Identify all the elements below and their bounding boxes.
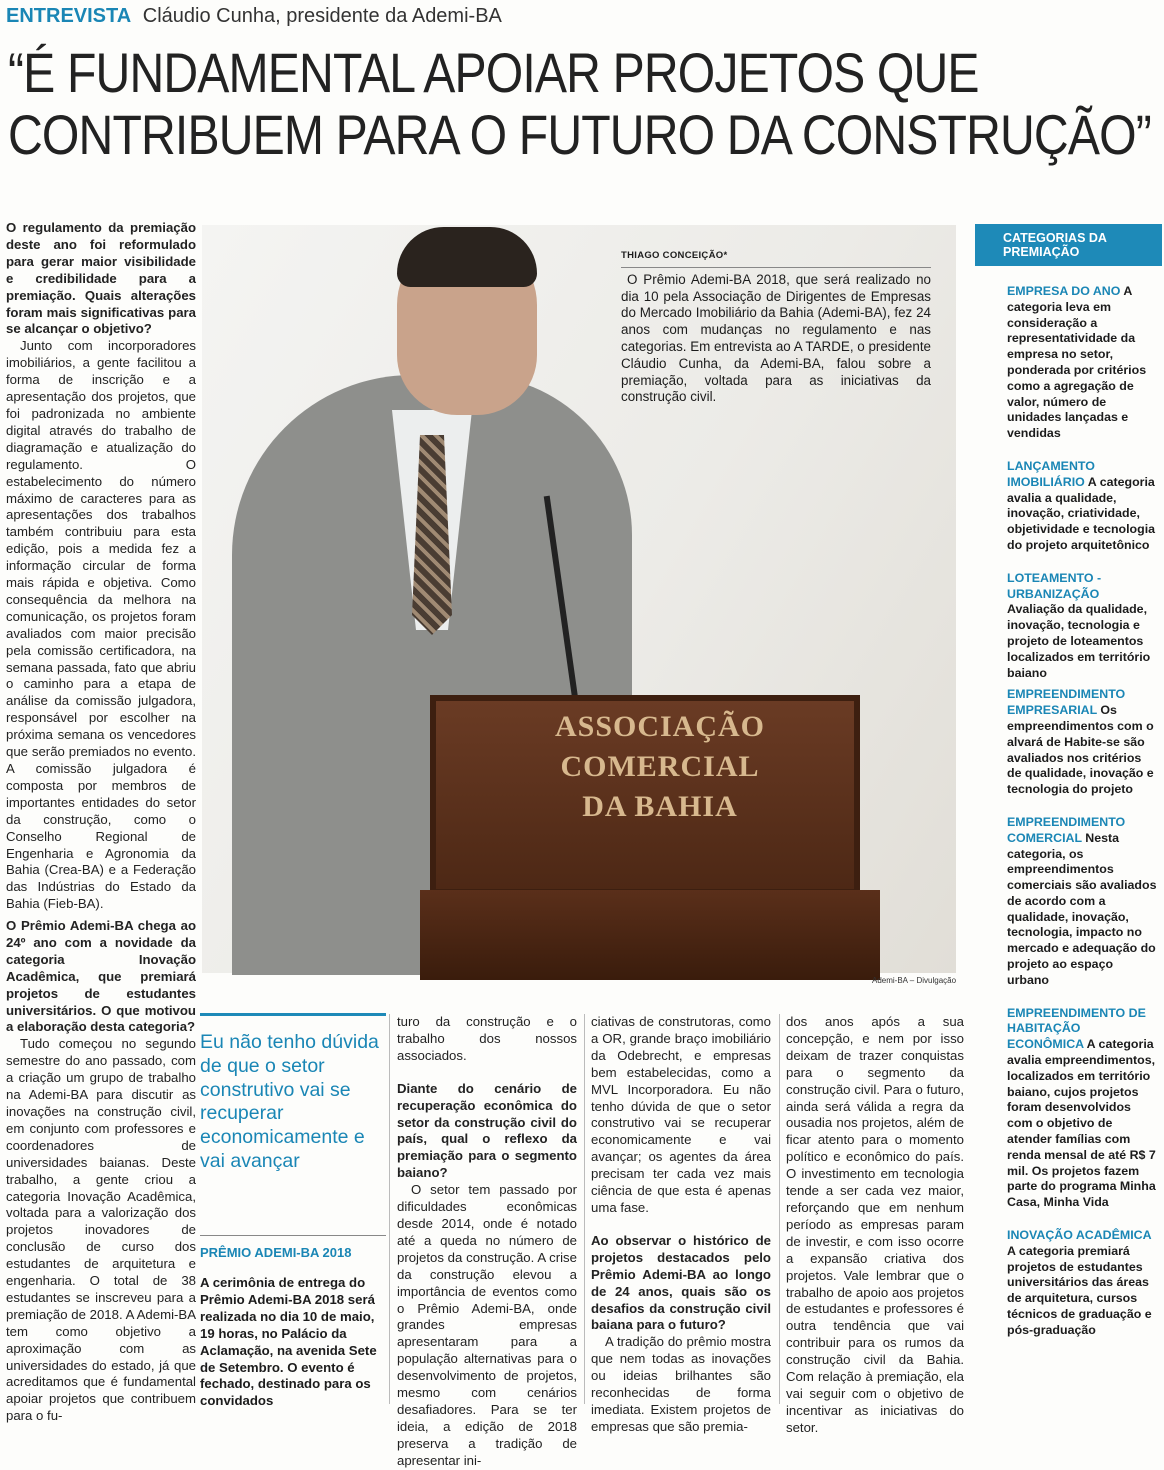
column-4 xyxy=(591,1014,771,1436)
question-1: O regulamento da premiação deste ano foi reformulado para gerar maior visibilidade e credibilidade para a premiação. Quais alterações foram mais significativas para se alcançar o objetivo? xyxy=(6,220,196,337)
answer-3: O setor tem passado por dificuldades econômicas desde 2014, onde é notado até a queda no número de projetos da construção. A crise da construção elevou a importância de eventos como o Prêmio Ademi-BA, onde grandes empresas apresentaram para a população alternativas para o desenvolvimento de projetos, mesmo com cenários desafiadores. Para se ter ideia, a edição de 2018 preserva a tradição de apresentar ini- xyxy=(397,1182,577,1468)
lectern-sign xyxy=(490,707,830,827)
question-2: O Prêmio Ademi-BA chega ao 24º ano com a novidade da categoria Inovação Acadêmica, que premiará projetos de estudantes universitários. O que motivou a elaboração desta categoria? xyxy=(6,918,196,1035)
category-item xyxy=(975,815,1162,989)
headline-line-1: “É FUNDAMENTAL APOIAR PROJETOS QUE xyxy=(8,41,979,104)
category-desc: A categoria avalia empreendimentos, localizados em território baiano, cujos projetos foram desenvolvidos com o objetivo de atender famílias com renda mensal de até R$ 7 mil. Os projetos fazem parte do programa Minha Casa, Minha Vida xyxy=(1007,1037,1156,1210)
question-3: Diante do cenário de recuperação econômica do setor da construção civil do país, qual o reflexo da premiação para o segmento baiano? xyxy=(397,1080,577,1181)
category-desc: A categoria premiará projetos de estudantes universitários das áreas de arquitetura, cursos técnicos de graduação e pós-graduação xyxy=(1007,1243,1152,1337)
photo-hair xyxy=(397,227,537,287)
category-desc: A categoria avalia a qualidade, inovação, criatividade, objetividade e tecnologia do projeto arquitetônico xyxy=(1007,474,1156,552)
answer-2: Tudo começou no segundo semestre do ano passado, com a criação um grupo de trabalho na Ademi-BA para discutir as inovações na construção civil, em conjunto com professores e coordenadores de universidades baianas. Deste trabalho, a gente criou a categoria Inovação Acadêmica, voltada para a valorização dos projetos inovadores de conclusão de curso dos estudantes de arquitetura e engenharia. O total de 38 estudantes se inscreveu para a premiação de 2018. A Ademi-BA tem como objetivo a aproximação com as universidades do estado, já que acreditamos que é fundamental apoiar projetos que contribuem para o fu- xyxy=(6,1036,196,1424)
lectern-base xyxy=(420,890,880,980)
category-item xyxy=(975,687,1162,798)
category-name: INOVAÇÃO ACADÊMICA xyxy=(1007,1228,1152,1243)
answer-1: Junto com incorporadores imobiliários, a gente facilitou a forma de inscrição e a apresentação dos projetos, que foi padronizada no ambiente digital através do trabalho de diagramação e atualização do regulamento. O estabelecimento do número máximo de caracteres para as apresentações dos trabalhos também contribuiu para esta edição, pois a medida fez a informação circular de forma mais rápida e objetiva. Como consequência da melhora na comunicação, os projetos foram avaliados com maior precisão pela comissão certificadora, na semana passada, fato que abriu o caminho para a etapa de análise da comissão julgadora, responsável por escolher na próxima semana os vencedores que serão premiados no evento. A comissão julgadora é composta por membros de importantes entidades do setor da construção, como o Conselho Regional de Engenharia e Agronomia da Bahia (Crea-BA) e a Federação das Indústrias do Estado da Bahia (Fieb-BA). xyxy=(6,338,196,912)
column-divider xyxy=(584,1014,585,1404)
byline: THIAGO CONCEIÇÃO* xyxy=(621,248,931,268)
answer-2-continued: turo da construção e o trabalho dos nossos associados. xyxy=(397,1014,577,1063)
column-1-lower xyxy=(6,918,196,1425)
category-name: LOTEAMENTO - URBANIZAÇÃO xyxy=(1007,570,1102,601)
sidebar-title: CATEGORIAS DA PREMIAÇÃO xyxy=(975,224,1162,266)
interviewee-line: Cláudio Cunha, presidente da Ademi-BA xyxy=(142,5,502,27)
photo-credit: Ademi-BA – Divulgação xyxy=(872,976,957,985)
lectern-sign-line-1: ASSOCIAÇÃO COMERCIAL xyxy=(554,710,766,783)
lectern-sign-line-2: DA BAHIA xyxy=(582,790,738,823)
infobox-rule xyxy=(200,1235,386,1236)
category-item xyxy=(975,459,1162,554)
category-desc: A categoria leva em consideração a representatividade da empresa no setor, ponderada por critérios como a agregação de valor, número de unidades lançadas e vendidas xyxy=(1007,284,1147,441)
column-divider xyxy=(779,1014,780,1404)
answer-3-continued: ciativas de construtoras, como a OR, grande braço imobiliário da Odebrecht, e empresas bem estabelecidas, como a MVL Incorporadora. Eu não tenho dúvida de que o setor construtivo vai se recuperar economicamente e vai avançar; os agentes da área precisam ter cada vez mais ciência de que esta é apenas uma fase. xyxy=(591,1014,771,1215)
infobox-text: A cerimônia de entrega do Prêmio Ademi-BA 2018 será realizada no dia 10 de maio, 19 horas, no Palácio da Aclamação, na avenida Sete de Setembro. O evento é fechado, destinado para os convidados xyxy=(200,1275,377,1409)
category-desc: Os empreendimentos com o alvará de Habite-se são avaliados nos critérios de qualidade, inovação e tecnologia do projeto xyxy=(1007,703,1154,797)
pullquote-rule xyxy=(200,1013,386,1016)
intro-paragraph: O Prêmio Ademi-BA 2018, que será realizado no dia 10 pela Associação de Dirigentes de Empresas do Mercado Imobiliário da Bahia (Ademi-BA), fez 24 anos com mudanças no regulamento e nas categorias. Em entrevista ao A TARDE, o presidente Cláudio Cunha, da Ademi-BA, falou sobre a premiação, voltada para as iniciativas da construção civil. xyxy=(621,271,931,405)
column-3 xyxy=(397,1014,577,1470)
category-name: EMPREENDIMENTO EMPRESARIAL xyxy=(1007,687,1126,718)
answer-4-continued: dos anos após a sua concepção, e nem por isso deixam de trazer conquistas para o segmento da construção civil. Para o futuro, ainda será válida a regra da ousadia nos projetos, além de ficar atento para o momento político e econômico do país. O investimento em tecnologia tende a ser cada vez maior, reforçando que em nenhum período as empresas param de investir, e com isso ocorre a expansão criativa dos projetos. Vale lembrar que o trabalho de apoio aos projetos de estudantes e professores é outra tendência que vai contribuir para os rumos da construção civil da Bahia. Com relação à premiação, ela vai seguir com o objetivo de incentivar as iniciativas do setor. xyxy=(786,1014,964,1435)
category-item xyxy=(975,1228,1162,1339)
category-item xyxy=(975,1006,1162,1211)
category-name: EMPRESA DO ANO xyxy=(1007,284,1121,298)
headline-line-2: CONTRIBUEM PARA O FUTURO DA CONSTRUÇÃO” xyxy=(8,103,1151,166)
category-item xyxy=(975,284,1162,442)
infobox-title: PRÊMIO ADEMI-BA 2018 xyxy=(200,1245,352,1260)
category-name: EMPREENDIMENTO DE HABITAÇÃO ECONÔMICA xyxy=(1007,1005,1146,1052)
kicker xyxy=(6,3,502,29)
categories-sidebar xyxy=(975,224,1162,1408)
headline xyxy=(8,42,1158,166)
column-5 xyxy=(786,1014,964,1437)
category-item xyxy=(975,571,1162,682)
section-tag: ENTREVISTA xyxy=(6,5,132,27)
column-divider xyxy=(389,1014,390,1404)
column-1-upper xyxy=(6,220,196,913)
question-4: Ao observar o histórico de projetos destacados pelo Prêmio Ademi-BA ao longo de 24 anos, quais são os desafios da construção civil baiana para o futuro? xyxy=(591,1232,771,1333)
answer-4: A tradição do prêmio mostra que nem todas as inovações ou ideias brilhantes são reconhecidas de forma imediata. Existem projetos de empresas que são premia- xyxy=(591,1334,771,1434)
category-name: EMPREENDIMENTO COMERCIAL xyxy=(1007,814,1126,845)
category-name: LANÇAMENTO IMOBILIÁRIO xyxy=(1007,458,1095,489)
intro-text xyxy=(621,248,931,406)
category-desc: Nesta categoria, os empreendimentos comerciais são avaliados de acordo com a qualidade, inovação, tecnologia, impacto no mercado e adequação do projeto ao espaço urbano xyxy=(1007,830,1157,987)
category-desc: Avaliação da qualidade, inovação, tecnologia e projeto de loteamentos localizados em território baiano xyxy=(1007,602,1151,680)
pull-quote: Eu não tenho dúvida de que o setor construtivo vai se recuperar economicamente e vai avançar xyxy=(200,1031,379,1172)
